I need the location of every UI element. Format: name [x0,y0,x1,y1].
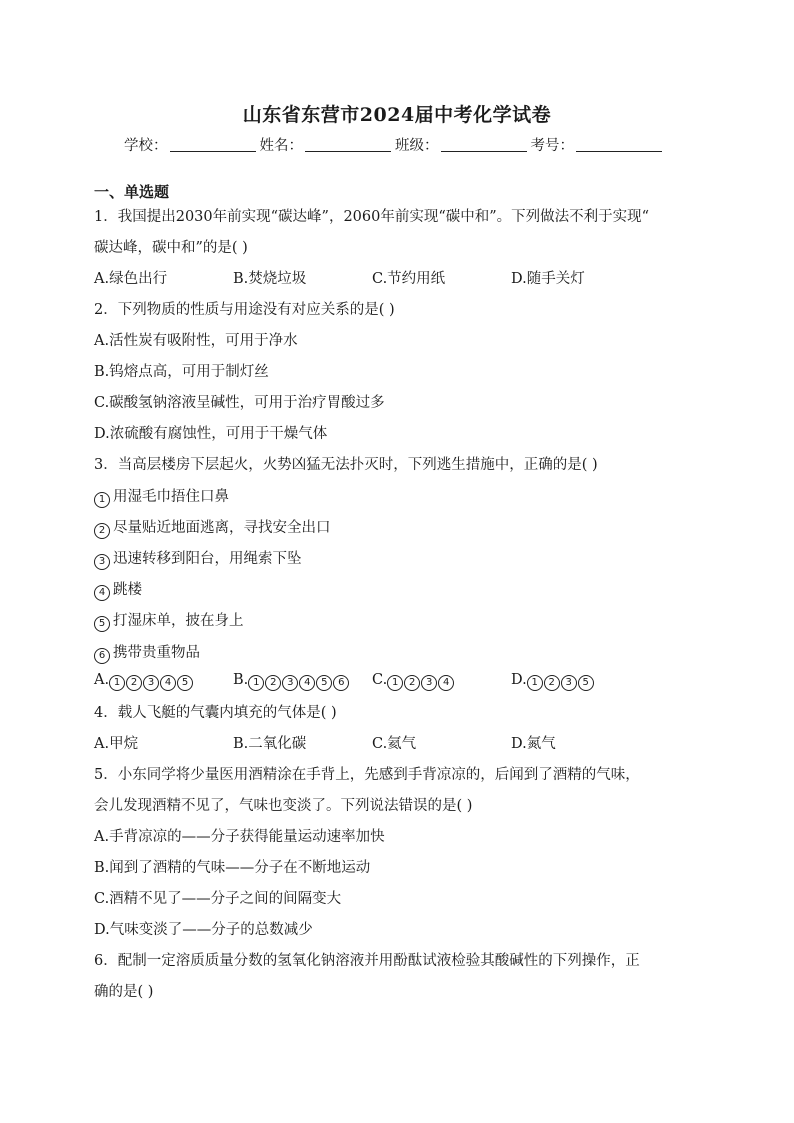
circled-number: 2 [265,675,281,691]
q3-option-d[interactable] [511,672,595,691]
circled-number: 1 [109,675,125,691]
class-blank[interactable] [441,137,527,152]
q5-option-d[interactable]: D.气味变淡了——分子的总数减少 [94,922,313,938]
q3-item-text: 跳楼 [113,582,142,598]
circled-number: 1 [387,675,403,691]
circled-number: 4 [299,675,315,691]
circled-number: 1 [94,492,110,508]
q3-item [94,516,331,539]
q3-item [94,609,244,632]
q3-item [94,547,302,570]
q3-option-a[interactable] [94,672,194,691]
circled-number: 3 [561,675,577,691]
q4-option-d[interactable]: D.氮气 [511,736,556,752]
circled-number: 3 [94,554,110,570]
q1-option-b[interactable]: B.焚烧垃圾 [233,271,307,287]
number-label: 考号： [530,138,574,154]
q1-option-d[interactable]: D.随手关灯 [511,271,585,287]
circled-number: 6 [333,675,349,691]
q2-option-c[interactable]: C.碳酸氢钠溶液呈碱性，可用于治疗胃酸过多 [94,395,385,411]
q5-option-b[interactable]: B.闻到了酒精的气味——分子在不断地运动 [94,860,371,876]
q3-item-text: 打湿床单，披在身上 [113,613,244,629]
q4-option-b[interactable]: B.二氧化碳 [233,736,307,752]
class-label: 班级： [395,138,439,154]
circled-number: 5 [177,675,193,691]
option-letter: D. [511,672,527,688]
q5-option-a[interactable]: A.手背凉凉的——分子获得能量运动速率加快 [94,829,385,845]
q3-item-text: 尽量贴近地面逃离，寻找安全出口 [113,520,331,536]
q1-option-c[interactable]: C.节约用纸 [372,271,446,287]
q5-stem-line2: 会儿发现酒精不见了，气味也变淡了。下列说法错误的是( ) [94,798,473,814]
option-letter: B. [233,672,249,688]
q5-option-c[interactable]: C.酒精不见了——分子之间的间隔变大 [94,891,342,907]
school-blank[interactable] [170,137,256,152]
q3-item-text: 携带贵重物品 [113,645,200,661]
circled-number: 4 [160,675,176,691]
q2-stem: 2．下列物质的性质与用途没有对应关系的是( ) [94,302,395,318]
q3-stem: 3．当高层楼房下层起火，火势凶猛无法扑灭时，下列逃生措施中，正确的是( ) [94,457,598,473]
q3-item-text: 用湿毛巾捂住口鼻 [113,489,229,505]
name-blank[interactable] [305,137,391,152]
student-info-row [124,134,666,155]
q3-item-text: 迅速转移到阳台，用绳索下坠 [113,551,302,567]
section-title: 一、单选题 [94,183,170,201]
q4-stem: 4．载人飞艇的气囊内填充的气体是( ) [94,705,337,721]
circled-number: 5 [316,675,332,691]
circled-number: 1 [248,675,264,691]
q1-stem-line2: 碳达峰，碳中和”的是( ) [94,240,248,256]
circled-number: 2 [94,523,110,539]
q2-option-d[interactable]: D.浓硫酸有腐蚀性，可用于干燥气体 [94,426,328,442]
circled-number: 2 [126,675,142,691]
circled-number: 3 [421,675,437,691]
name-label: 姓名： [259,138,303,154]
q6-stem-line2: 确的是( ) [94,984,154,1000]
circled-number: 6 [94,648,110,664]
number-blank[interactable] [576,137,662,152]
q3-item [94,641,200,664]
exam-title: 山东省东营市2024届中考化学试卷 [242,104,552,126]
q6-stem-line1: 6．配制一定溶质质量分数的氢氧化钠溶液并用酚酞试液检验其酸碱性的下列操作，正 [94,953,640,969]
option-letter: C. [372,672,388,688]
circled-number: 2 [404,675,420,691]
q3-option-b[interactable] [233,672,350,691]
circled-number: 2 [544,675,560,691]
q4-option-a[interactable]: A.甲烷 [94,736,139,752]
q2-option-b[interactable]: B.钨熔点高，可用于制灯丝 [94,364,269,380]
circled-number: 4 [438,675,454,691]
school-label: 学校： [124,138,168,154]
q5-stem-line1: 5．小东同学将少量医用酒精涂在手背上，先感到手背凉凉的，后闻到了酒精的气味， [94,767,640,783]
circled-number: 1 [527,675,543,691]
circled-number: 3 [282,675,298,691]
q2-option-a[interactable]: A.活性炭有吸附性，可用于净水 [94,333,298,349]
circled-number: 4 [94,585,110,601]
circled-number: 5 [578,675,594,691]
q1-option-a[interactable]: A.绿色出行 [94,271,168,287]
q3-item [94,578,142,601]
q3-item [94,485,229,508]
q1-stem-line1: 1．我国提出2030年前实现“碳达峰”，2060年前实现“碳中和”。下列做法不利于实现“ [94,209,650,225]
circled-number: 5 [94,616,110,632]
q4-option-c[interactable]: C.氦气 [372,736,417,752]
q3-option-c[interactable] [372,672,455,691]
circled-number: 3 [143,675,159,691]
option-letter: A. [94,672,110,688]
